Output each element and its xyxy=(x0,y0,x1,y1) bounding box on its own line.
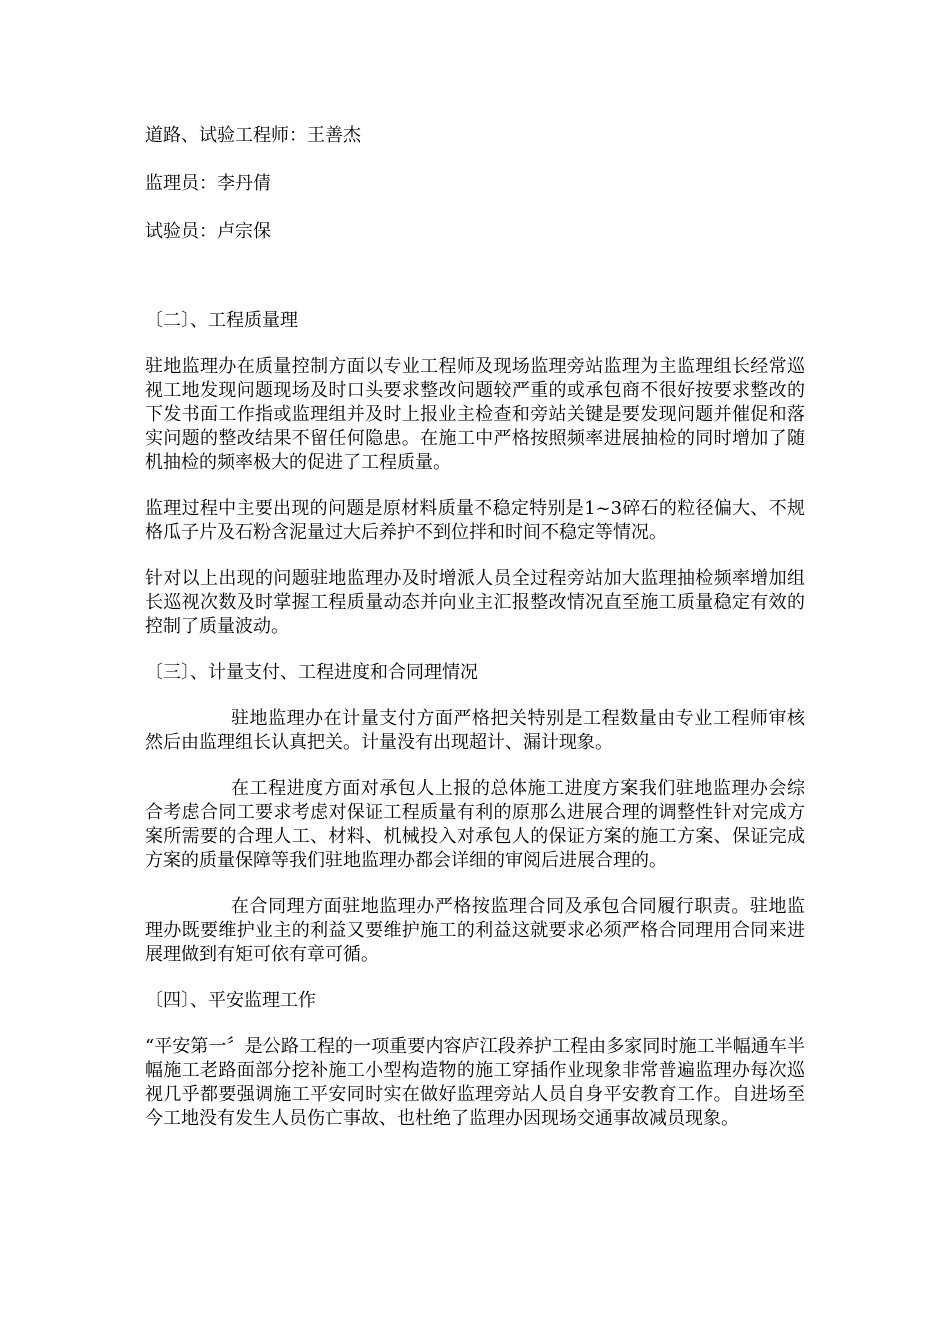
section-3-paragraph-3: 在合同理方面驻地监理办严格按监理合同及承包合同履行职责。驻地监理办既要维护业主的利益又要维护施工的利益这就要求必须严格合同理用合同来进展理做到有矩可依有章可循。 xyxy=(145,896,805,965)
section-2-paragraph-1: 驻地监理办在质量控制方面以专业工程师及现场监理旁站监理为主监理组长经常巡视工地发现问题现场及时口头要求整改问题较严重的或承包商不很好按要求整改的下发书面工作指或监理组并及时上报业主检查和旁站关键是要发现问题并催促和落实问题的整改结果不留任何隐患。在施工中严格按照频率进展抽检的同时增加了随机抽检的频率极大的促进了工程质量。 xyxy=(145,356,805,473)
section-3-paragraph-2: 在工程进度方面对承包人上报的总体施工进度方案我们驻地监理办会综合考虑合同工要求考虑对保证工程质量有利的原那么进展合理的调整性针对完成方案所需要的合理人工、材料、机械投入对承包人的保证方案的施工方案、保证完成方案的质量保障等我们驻地监理办都会详细的审阅后进展合理的。 xyxy=(145,778,805,871)
staff-supervisor: 监理员：李丹倩 xyxy=(145,173,271,194)
staff-tester: 试验员：卢宗保 xyxy=(145,221,271,242)
section-4-paragraph-1: “平安第一〞是公路工程的一项重要内容庐江段养护工程由多家同时施工半幅通车半幅施工老路面部分挖补施工小型构造物的施工穿插作业现象非常普遍监理办每次巡视几乎都要强调施工平安同时实在做好监理旁站人员自身平安教育工作。自进场至今工地没有发生人员伤亡事故、也杜绝了监理办因现场交通事故减员现象。 xyxy=(145,1036,805,1129)
section-4-heading: 〔四〕、平安监理工作 xyxy=(145,990,316,1011)
section-2-paragraph-3: 针对以上出现的问题驻地监理办及时增派人员全过程旁站加大监理抽检频率增加组长巡视次数及时掌握工程质量动态并向业主汇报整改情况直至施工质量稳定有效的控制了质量波动。 xyxy=(145,568,805,637)
section-3-heading: 〔三〕、计量支付、工程进度和合同理情况 xyxy=(145,662,478,683)
section-3-paragraph-1: 驻地监理办在计量支付方面严格把关特别是工程数量由专业工程师审核然后由监理组长认真把关。计量没有出现超计、漏计现象。 xyxy=(145,708,805,753)
staff-road-engineer: 道路、试验工程师：王善杰 xyxy=(145,125,361,146)
section-2-paragraph-2: 监理过程中主要出现的问题是原材料质量不稳定特别是1~3碎石的粒径偏大、不规格瓜子片及石粉含泥量过大后养护不到位拌和时间不稳定等情况。 xyxy=(145,498,805,543)
document-body xyxy=(145,124,805,1153)
section-2-heading: 〔二〕、工程质量理 xyxy=(145,310,298,331)
